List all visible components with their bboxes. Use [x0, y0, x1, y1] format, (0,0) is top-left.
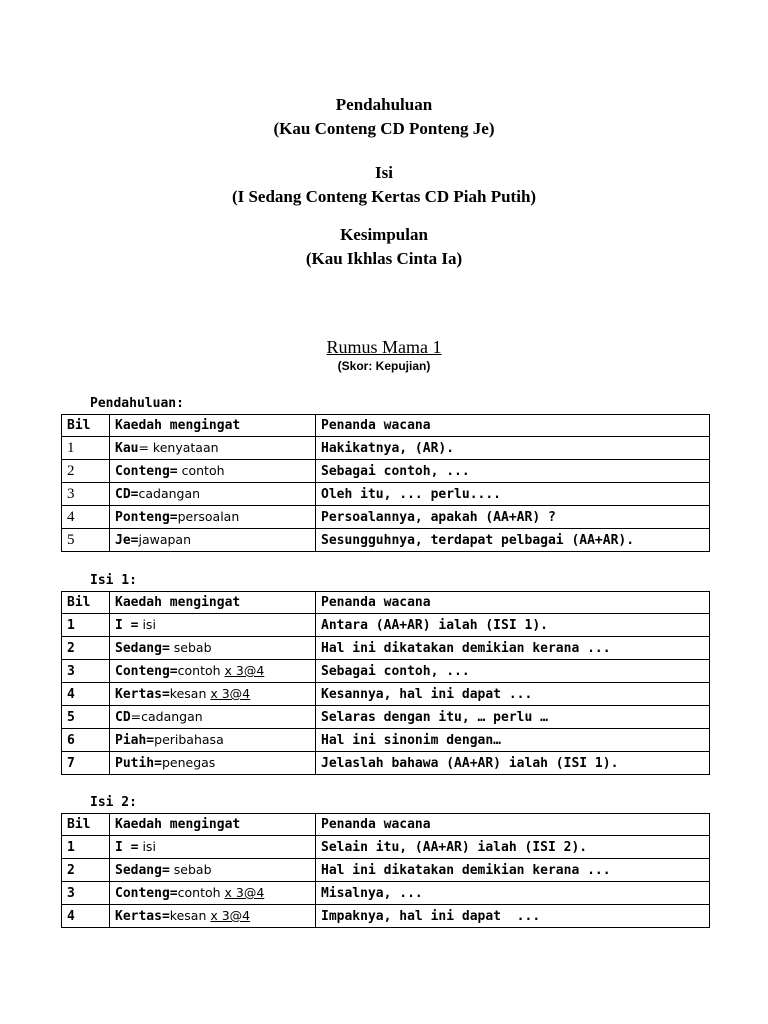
kaedah-cell [110, 437, 316, 460]
table-row [62, 836, 710, 859]
header-cell: Kaedah mengingat [110, 415, 316, 437]
kaedah-cell [110, 637, 316, 660]
keyword: Piah= [115, 733, 155, 748]
keyword: Kertas= [115, 909, 170, 924]
penanda-cell: Antara (AA+AR) ialah (ISI 1). [316, 614, 710, 637]
table-row [62, 483, 710, 506]
table-isi1 [61, 591, 710, 775]
bil-cell: 1 [62, 836, 110, 859]
bil-cell: 1 [62, 437, 110, 460]
bil-cell: 5 [62, 529, 110, 552]
kaedah-cell [110, 706, 316, 729]
kaedah-cell [110, 483, 316, 506]
meaning: isi [138, 617, 156, 632]
keyword: Conteng= [115, 464, 178, 479]
heading-phrase: (Kau Ikhlas Cinta Ia) [305, 249, 463, 268]
multiplier: x 3@4 [224, 885, 265, 900]
keyword: Conteng= [115, 664, 178, 679]
kaedah-cell [110, 529, 316, 552]
penanda-cell: Sebagai contoh, ... [316, 660, 710, 683]
heading-title: Kesimpulan [340, 225, 428, 244]
bil-cell: 2 [62, 859, 110, 882]
penanda-cell: Kesannya, hal ini dapat ... [316, 683, 710, 706]
bil-cell: 3 [62, 660, 110, 683]
keyword: I = [115, 840, 139, 855]
meaning: contoh [177, 885, 225, 900]
kaedah-cell [110, 859, 316, 882]
bil-cell: 4 [62, 905, 110, 928]
keyword: Sedang= [115, 641, 170, 656]
bil-cell: 4 [62, 683, 110, 706]
keyword: I = [115, 618, 139, 633]
meaning: contoh [177, 663, 225, 678]
meaning: kesan [169, 908, 211, 923]
table-row [62, 437, 710, 460]
table-row [62, 706, 710, 729]
kaedah-cell [110, 460, 316, 483]
keyword: CD= [115, 487, 139, 502]
bil-cell: 3 [62, 483, 110, 506]
keyword: Kau [115, 441, 139, 456]
rumus-title: Rumus Mama 1 [326, 337, 442, 357]
kaedah-cell [110, 614, 316, 637]
kaedah-cell [110, 506, 316, 529]
meaning: persoalan [177, 509, 240, 524]
header-cell: Penanda wacana [316, 592, 710, 614]
meaning: peribahasa [154, 732, 224, 747]
section-label-isi2: Isi 2: [90, 795, 137, 810]
bil-cell: 3 [62, 882, 110, 905]
heading-isi [0, 161, 768, 209]
table-pendahuluan [61, 414, 710, 552]
header-cell: Bil [62, 415, 110, 437]
meaning: kesan [169, 686, 211, 701]
keyword: CD [115, 710, 131, 725]
penanda-cell: Misalnya, ... [316, 882, 710, 905]
multiplier: x 3@4 [210, 686, 251, 701]
bil-cell: 6 [62, 729, 110, 752]
keyword: Sedang= [115, 863, 170, 878]
heading-phrase: (I Sedang Conteng Kertas CD Piah Putih) [231, 187, 537, 206]
kaedah-cell [110, 882, 316, 905]
kaedah-cell [110, 683, 316, 706]
keyword: Je= [115, 533, 139, 548]
keyword: Kertas= [115, 687, 170, 702]
header-cell: Kaedah mengingat [110, 592, 316, 614]
table-row [62, 859, 710, 882]
meaning: contoh [177, 463, 225, 478]
kaedah-cell [110, 836, 316, 859]
header-cell: Penanda wacana [316, 415, 710, 437]
penanda-cell: Hakikatnya, (AR). [316, 437, 710, 460]
bil-cell: 4 [62, 506, 110, 529]
meaning: penegas [161, 755, 216, 770]
table-row [62, 905, 710, 928]
penanda-cell: Hal ini dikatakan demikian kerana ... [316, 859, 710, 882]
heading-title: Pendahuluan [335, 95, 433, 114]
header-cell: Penanda wacana [316, 814, 710, 836]
table-row [62, 637, 710, 660]
meaning: sebab [169, 640, 212, 655]
meaning: sebab [169, 862, 212, 877]
penanda-cell: Jelaslah bahawa (AA+AR) ialah (ISI 1). [316, 752, 710, 775]
section-label-isi1: Isi 1: [90, 573, 137, 588]
keyword: Ponteng= [115, 510, 178, 525]
header-cell: Kaedah mengingat [110, 814, 316, 836]
table-row [62, 729, 710, 752]
skor-label: (Skor: Kepujian) [337, 359, 431, 373]
bil-cell: 2 [62, 460, 110, 483]
table-row [62, 752, 710, 775]
penanda-cell: Persoalannya, apakah (AA+AR) ? [316, 506, 710, 529]
table-row [62, 683, 710, 706]
multiplier: x 3@4 [210, 908, 251, 923]
multiplier: x 3@4 [224, 663, 265, 678]
heading-title: Isi [375, 163, 393, 182]
penanda-cell: Selain itu, (AA+AR) ialah (ISI 2). [316, 836, 710, 859]
meaning: jawapan [138, 532, 192, 547]
table-row [62, 614, 710, 637]
kaedah-cell [110, 752, 316, 775]
table-isi2 [61, 813, 710, 928]
kaedah-cell [110, 905, 316, 928]
penanda-cell: Selaras dengan itu, … perlu … [316, 706, 710, 729]
bil-cell: 5 [62, 706, 110, 729]
penanda-cell: Hal ini sinonim dengan… [316, 729, 710, 752]
table-header-row [62, 592, 710, 614]
penanda-cell: Hal ini dikatakan demikian kerana ... [316, 637, 710, 660]
heading-kesimpulan [0, 223, 768, 271]
kaedah-cell [110, 660, 316, 683]
bil-cell: 1 [62, 614, 110, 637]
kaedah-cell [110, 729, 316, 752]
table-header-row [62, 415, 710, 437]
meaning: isi [138, 839, 156, 854]
table-row [62, 660, 710, 683]
meaning: cadangan [138, 486, 201, 501]
table-row [62, 460, 710, 483]
meaning: = kenyataan [138, 440, 219, 455]
header-cell: Bil [62, 592, 110, 614]
penanda-cell: Oleh itu, ... perlu.... [316, 483, 710, 506]
header-cell: Bil [62, 814, 110, 836]
bil-cell: 7 [62, 752, 110, 775]
heading-phrase: (Kau Conteng CD Ponteng Je) [273, 119, 495, 138]
heading-pendahuluan [0, 93, 768, 141]
table-header-row [62, 814, 710, 836]
table-row [62, 882, 710, 905]
penanda-cell: Sesungguhnya, terdapat pelbagai (AA+AR). [316, 529, 710, 552]
meaning: =cadangan [130, 709, 203, 724]
bil-cell: 2 [62, 637, 110, 660]
table-row [62, 529, 710, 552]
keyword: Putih= [115, 756, 162, 771]
keyword: Conteng= [115, 886, 178, 901]
section-label-pendahuluan: Pendahuluan: [90, 396, 184, 411]
table-row [62, 506, 710, 529]
penanda-cell: Sebagai contoh, ... [316, 460, 710, 483]
penanda-cell: Impaknya, hal ini dapat ... [316, 905, 710, 928]
